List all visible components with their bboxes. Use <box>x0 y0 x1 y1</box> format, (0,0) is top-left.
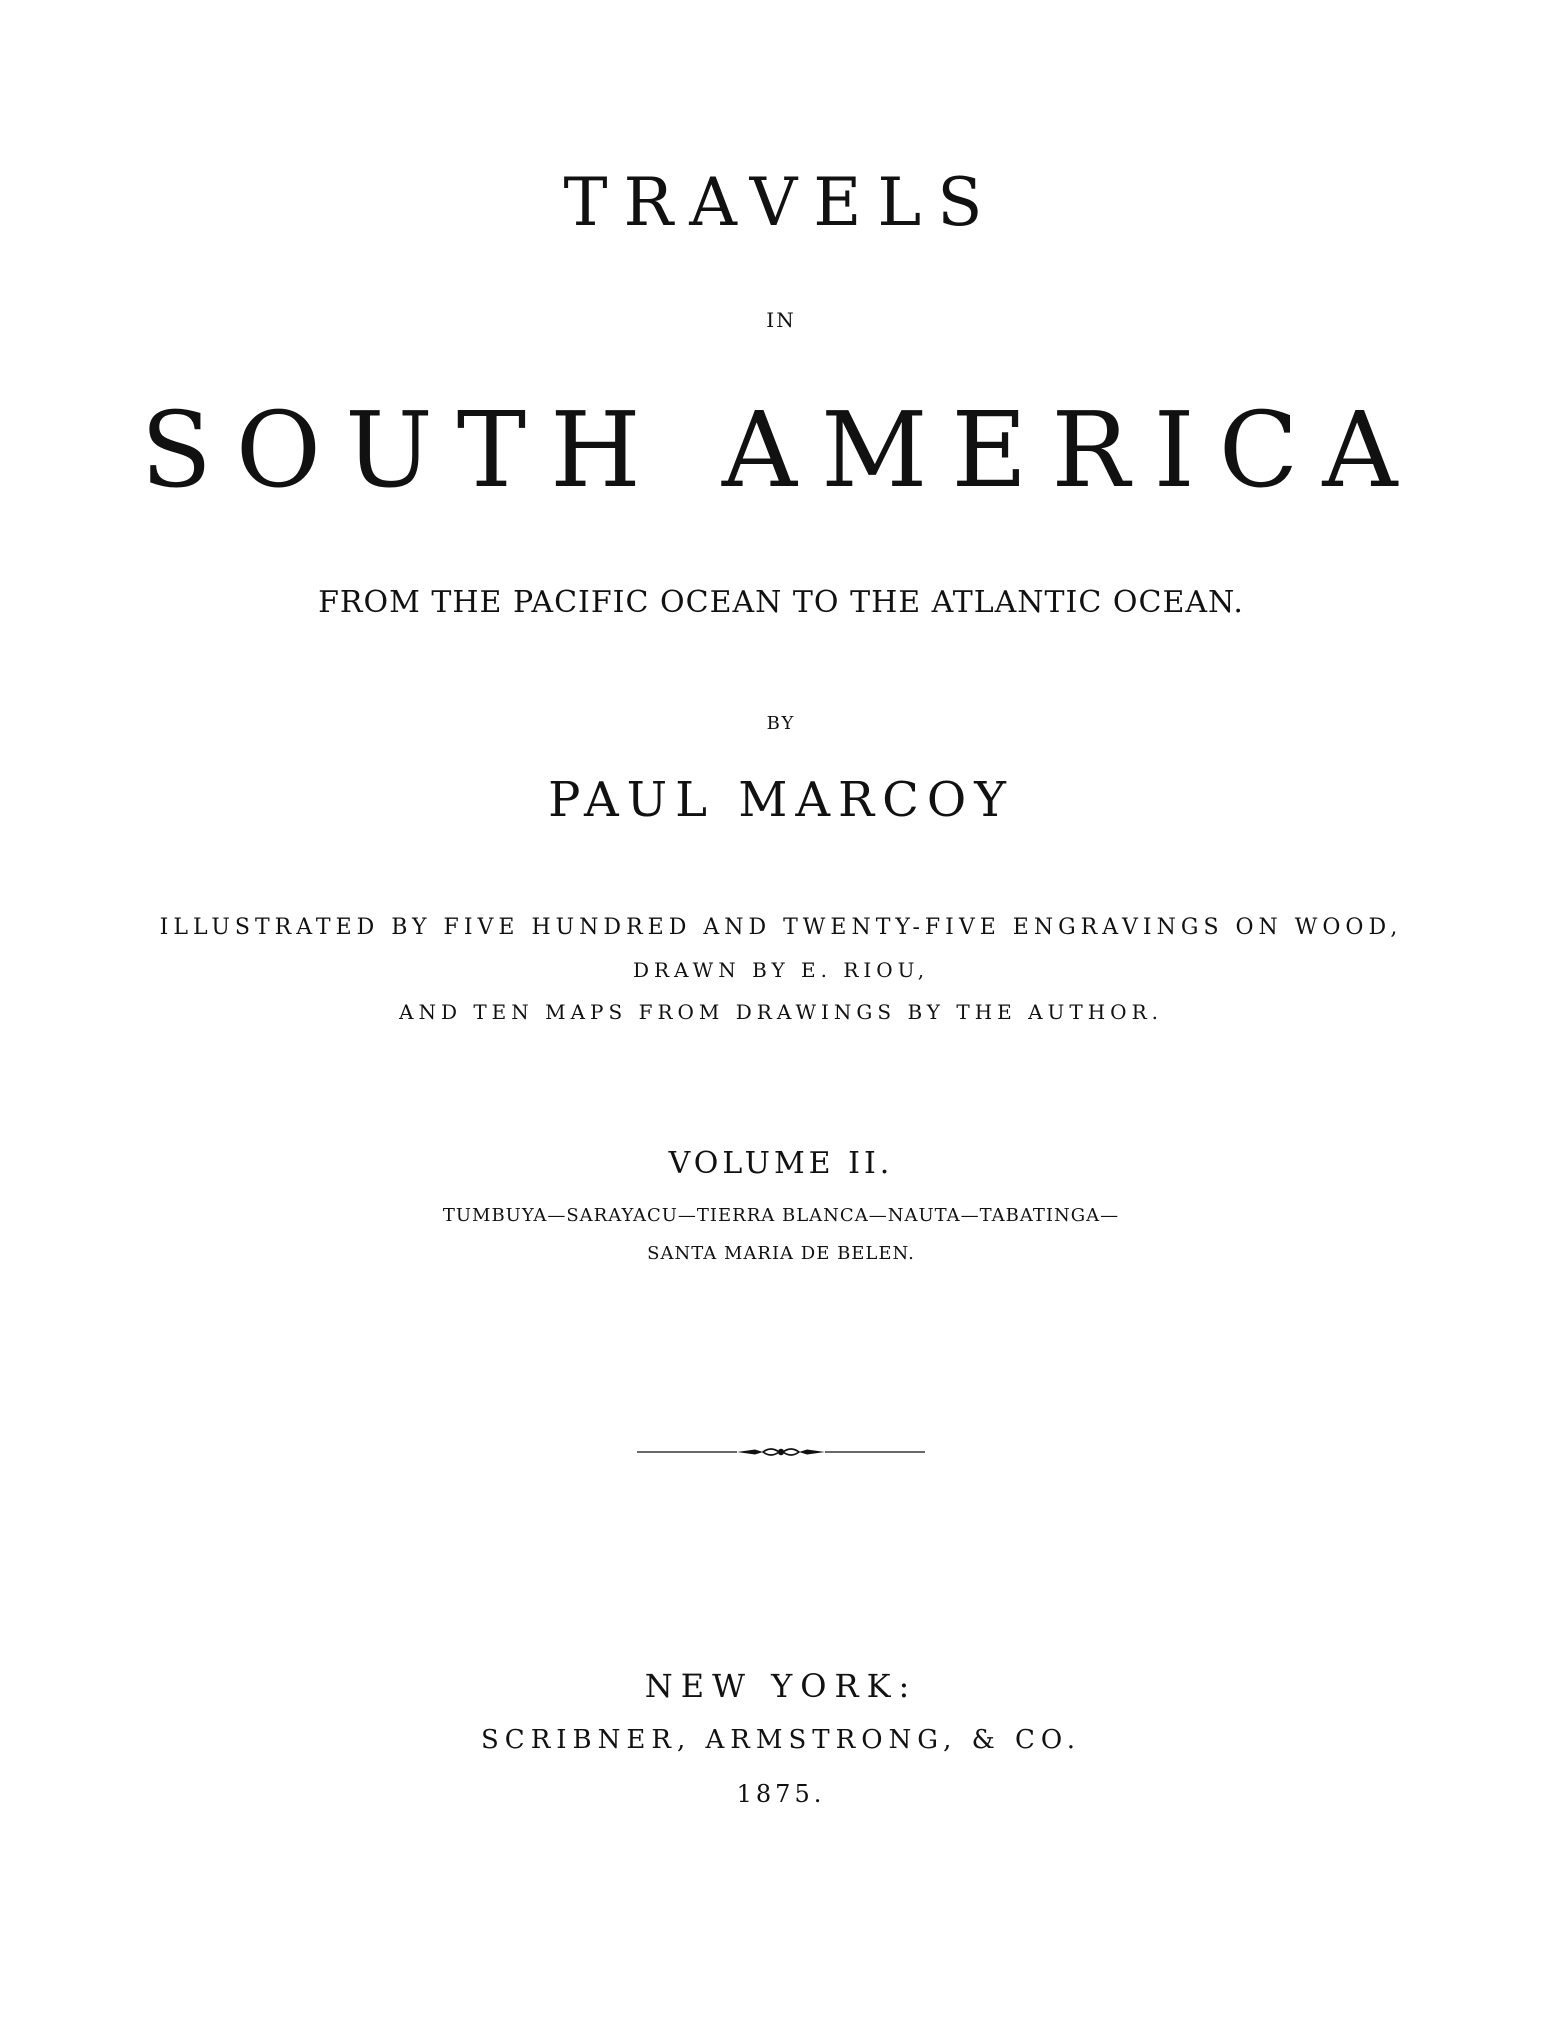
illustration-credit-line-1: ILLUSTRATED BY FIVE HUNDRED AND TWENTY-FIVE ENGRAVINGS ON WOOD, <box>159 915 1403 940</box>
illustration-credit-line-3: AND TEN MAPS FROM DRAWINGS BY THE AUTHOR. <box>399 1000 1163 1024</box>
volume-number: VOLUME II. <box>668 1146 894 1181</box>
author-name: PAUL MARCOY <box>548 772 1014 828</box>
title-travels: TRAVELS <box>563 164 999 241</box>
title-south-america: SOUTH AMERICA <box>140 389 1422 511</box>
imprint-city: NEW YORK: <box>644 1667 918 1705</box>
ornamental-rule-icon <box>637 1442 925 1462</box>
imprint-publisher: SCRIBNER, ARMSTRONG, & CO. <box>481 1725 1081 1755</box>
places-line-1: TUMBUYA—SARAYACU—TIERRA BLANCA—NAUTA—TABATINGA— <box>442 1205 1120 1226</box>
places-line-2: SANTA MARIA DE BELEN. <box>647 1243 915 1264</box>
byline-label: BY <box>766 713 796 734</box>
title-in: IN <box>766 308 796 332</box>
subtitle: FROM THE PACIFIC OCEAN TO THE ATLANTIC OCEAN. <box>318 585 1244 620</box>
illustration-credit-line-2: DRAWN BY E. RIOU, <box>632 958 930 982</box>
imprint-year: 1875. <box>736 1780 826 1808</box>
